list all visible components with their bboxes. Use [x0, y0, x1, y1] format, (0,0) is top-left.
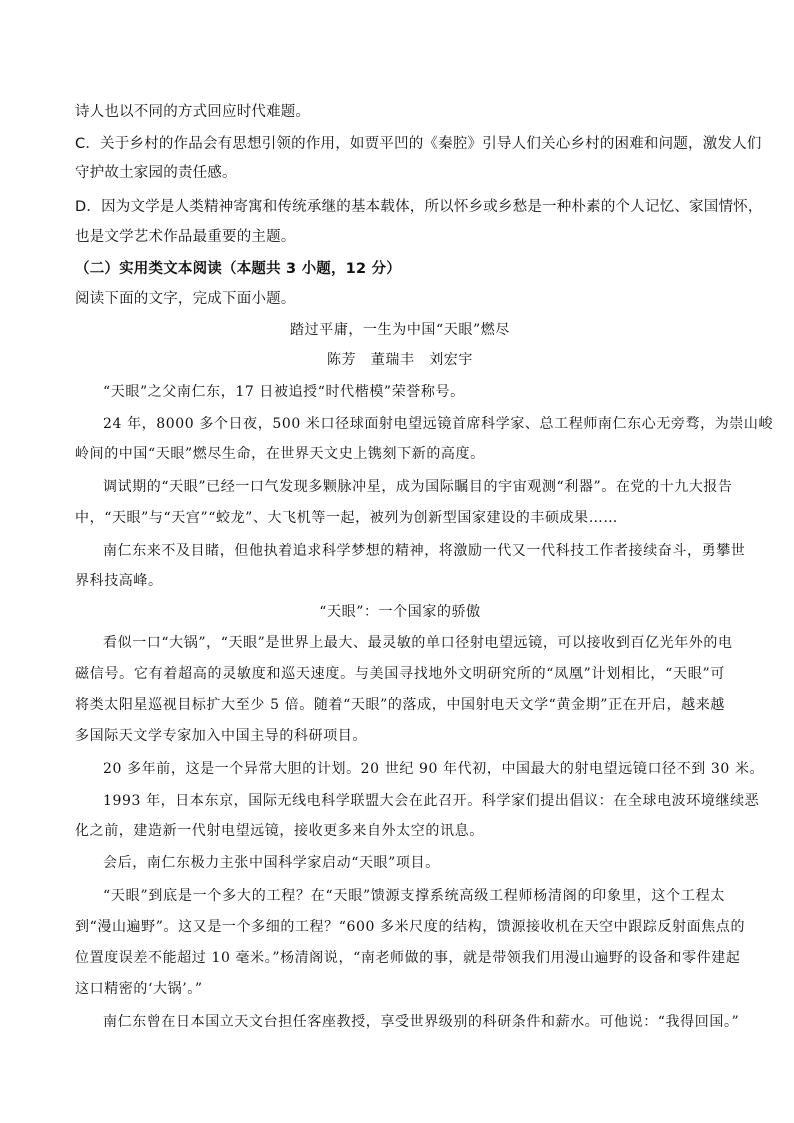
- article-title: 踏过平庸，一生为中国“天眼”燃尽: [290, 322, 510, 338]
- article-line: 多国际天文学专家加入中国主导的科研项目。: [75, 728, 367, 744]
- option-d-line-2: 也是文学艺术作品最重要的主题。: [75, 229, 296, 245]
- article-line: 24 年，8000 多个日夜，500 米口径球面射电望远镜首席科学家、总工程师南仁东心无旁骛，为崇山峻: [103, 416, 774, 432]
- article-line: “天眼”到底是一个多大的工程？在“天眼”馈源支撑系统高级工程师杨清阁的印象里，这个工程太: [103, 888, 725, 904]
- article-line: 将类太阳星巡视目标扩大至少 5 倍。随着“天眼”的落成，中国射电天文学“黄金期”正在开启，越来越: [75, 697, 725, 713]
- article-line: 磁信号。它有着超高的灵敏度和巡天速度。与美国寻找地外文明研究所的“凤凰”计划相比，“天眼”可: [75, 666, 725, 682]
- article-line: 化之前，建造新一代射电望远镜，接收更多来自外太空的讯息。: [75, 823, 484, 839]
- article-line: 界科技高峰。: [75, 573, 163, 589]
- article-line: “天眼”之父南仁东，17 日被追授“时代楷模”荣誉称号。: [103, 384, 465, 400]
- option-b-tail: 诗人也以不同的方式回应时代难题。: [75, 104, 311, 120]
- article-authors: 陈芳 董瑞丰 刘宏宇: [327, 352, 473, 368]
- article-line: 到“漫山遍野”。这又是一个多细的工程？“600 多米尺度的结构，馈源接收机在天空中跟踪反射面焦点的: [75, 919, 746, 935]
- article-line: 看似一口“大锅”，“天眼”是世界上最大、最灵敏的单口径射电望远镜，可以接收到百亿光年外的电: [103, 635, 733, 651]
- option-c-line-2: 守护故土家园的责任感。: [75, 165, 237, 181]
- article-line: 这口精密的‘大锅’。”: [75, 981, 203, 997]
- article-line: 1993 年，日本东京，国际无线电科学联盟大会在此召开。科学家们提出倡议：在全球电波环境继续恶: [103, 793, 760, 809]
- article-line: 岭间的中国“天眼”燃尽生命，在世界天文史上镌刻下新的高度。: [75, 446, 485, 462]
- option-c-line-1: C．关于乡村的作品会有思想引领的作用，如贾平凹的《秦腔》引导人们关心乡村的困难和问题，激发人们: [75, 136, 762, 152]
- article-line: 中，“天眼”与“天宫”“蛟龙”、大飞机等一起，被列为创新型国家建设的丰硕成果……: [75, 510, 618, 526]
- article-line: 20 多年前，这是一个异常大胆的计划。20 世纪 90 年代初，中国最大的射电望远镜口径不到 30 米。: [103, 761, 765, 777]
- section-instruction: 阅读下面的文字，完成下面小题。: [75, 291, 296, 307]
- article-line: 会后，南仁东极力主张中国科学家启动“天眼”项目。: [103, 855, 440, 871]
- article-subheading: “天眼”：一个国家的骄傲: [319, 604, 481, 620]
- article-line: 南仁东曾在日本国立天文台担任客座教授，享受世界级别的科研条件和薪水。可他说：“我得回国。”: [103, 1014, 740, 1030]
- article-line: 调试期的“天眼”已经一口气发现多颗脉冲星，成为国际瞩目的宇宙观测“利器”。在党的十九大报告: [103, 479, 733, 495]
- option-d-line-1: D．因为文学是人类精神寄寓和传统承继的基本载体，所以怀乡或乡愁是一种朴素的个人记忆、家国情怀，: [75, 199, 763, 215]
- article-line: 南仁东来不及目睹，但他执着追求科学梦想的精神，将激励一代又一代科技工作者接续奋斗，勇攀世: [103, 543, 746, 559]
- section-heading: （二）实用类文本阅读（本题共 3 小题，12 分）: [75, 261, 401, 277]
- article-line: 位置度误差不能超过 10 毫米。”杨清阁说，“南老师做的事，就是带领我们用漫山遍野的设备和零件建起: [75, 950, 741, 966]
